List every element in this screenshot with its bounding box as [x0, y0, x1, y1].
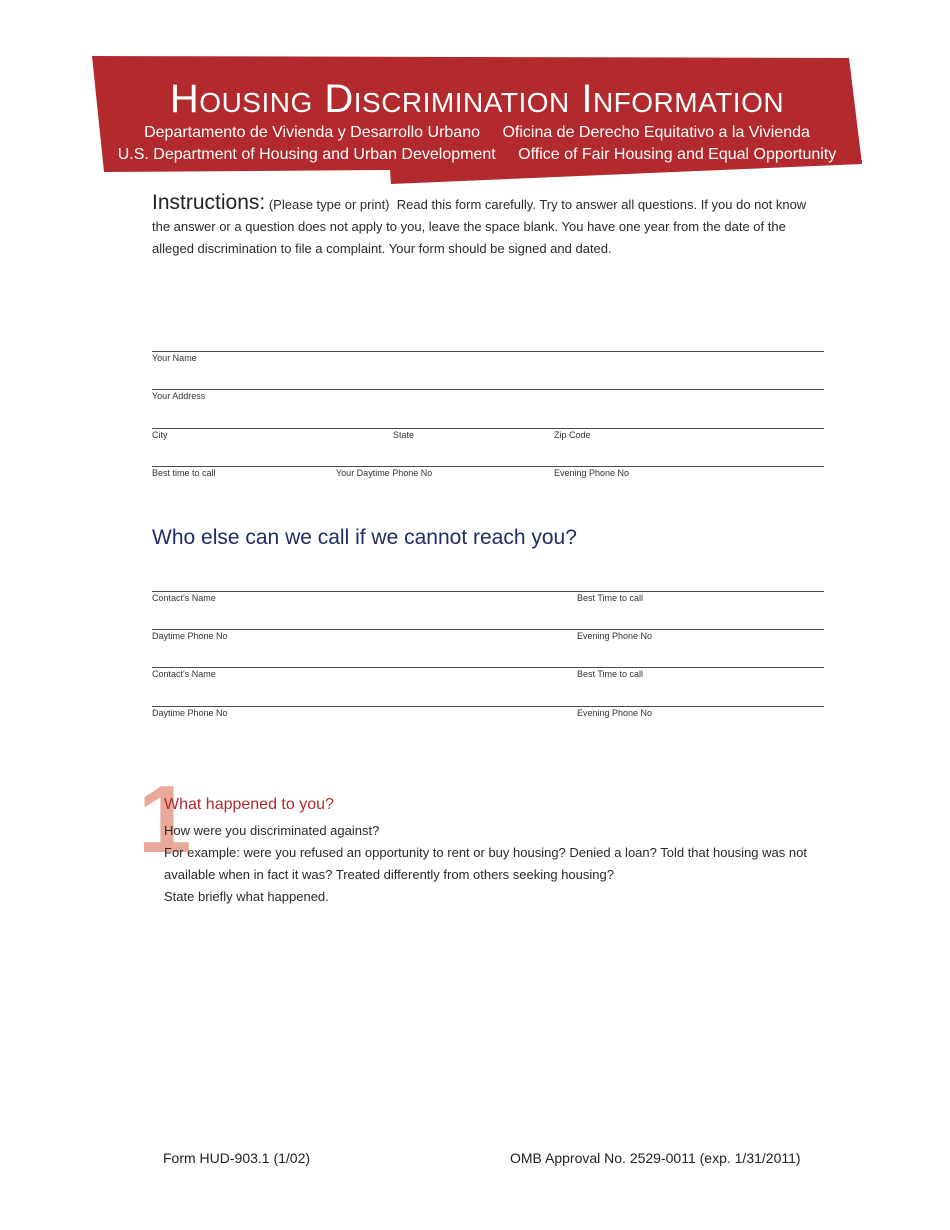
question-line-1: How were you discriminated against?: [164, 823, 380, 838]
contact1-best-time-label: Best Time to call: [577, 593, 644, 603]
best-time-label: Best time to call: [152, 468, 216, 478]
question-line-2: For example: were you refused an opportunity to rent or buy housing? Denied a loan? Told that housing was not available when in fact it was? Treated differently from others seeking housing?: [164, 845, 807, 882]
english-office: Office of Fair Housing and Equal Opportunity: [518, 146, 837, 163]
contact2-name-line[interactable]: [152, 667, 824, 668]
omb-approval: OMB Approval No. 2529-0011 (exp. 1/31/2011): [510, 1150, 801, 1166]
question-number: 1: [138, 766, 192, 873]
contact2-name-label: Contact's Name: [152, 669, 216, 679]
contact1-daytime-phone-label: Daytime Phone No: [152, 631, 228, 641]
your-address-label: Your Address: [152, 391, 206, 401]
instructions-text: Read this form carefully. Try to answer all questions. If you do not know the answer or a question does not apply to you, leave the space blank. You have one year from the date of the alleged discrimination to file a complaint. Your form should be signed and dated.: [152, 197, 807, 256]
evening-phone-label: Evening Phone No: [554, 468, 630, 478]
contacts-heading: Who else can we call if we cannot reach you?: [152, 526, 577, 549]
state-label: State: [393, 430, 415, 440]
name-field-line[interactable]: [152, 351, 824, 352]
instructions-lead: Instructions:: [152, 191, 266, 214]
contact1-name-label: Contact's Name: [152, 593, 216, 603]
your-name-label: Your Name: [152, 353, 197, 363]
spanish-office: Oficina de Derecho Equitativo a la Vivienda: [502, 124, 810, 141]
form-number: Form HUD-903.1 (1/02): [163, 1150, 311, 1166]
question-line-3: State briefly what happened.: [164, 889, 329, 904]
spanish-agency: Departamento de Vivienda y Desarrollo Urbano: [144, 124, 480, 141]
address-field-line[interactable]: [152, 389, 824, 390]
header-text-block: [92, 76, 862, 166]
contact1-evening-phone-label: Evening Phone No: [577, 631, 653, 641]
spanish-subtitle-row: [92, 122, 862, 144]
city-label: City: [152, 430, 168, 440]
contact2-daytime-phone-label: Daytime Phone No: [152, 708, 228, 718]
english-subtitle-row: [92, 144, 862, 166]
city-state-zip-line[interactable]: [152, 428, 824, 429]
daytime-phone-label: Your Daytime Phone No: [336, 468, 433, 478]
question-body: [164, 820, 824, 908]
contact2-best-time-label: Best Time to call: [577, 669, 644, 679]
contact2-phone-line[interactable]: [152, 706, 824, 707]
contact2-evening-phone-label: Evening Phone No: [577, 708, 653, 718]
english-agency: U.S. Department of Housing and Urban Development: [117, 146, 496, 163]
instructions-note: (Please type or print): [268, 197, 390, 212]
zip-code-label: Zip Code: [554, 430, 591, 440]
instructions-paragraph: [152, 192, 824, 260]
page-title: Housing Discrimination Information: [169, 77, 785, 121]
question-title: What happened to you?: [164, 796, 334, 813]
phone-field-line[interactable]: [152, 466, 824, 467]
contact1-name-line[interactable]: [152, 591, 824, 592]
contact1-phone-line[interactable]: [152, 629, 824, 630]
